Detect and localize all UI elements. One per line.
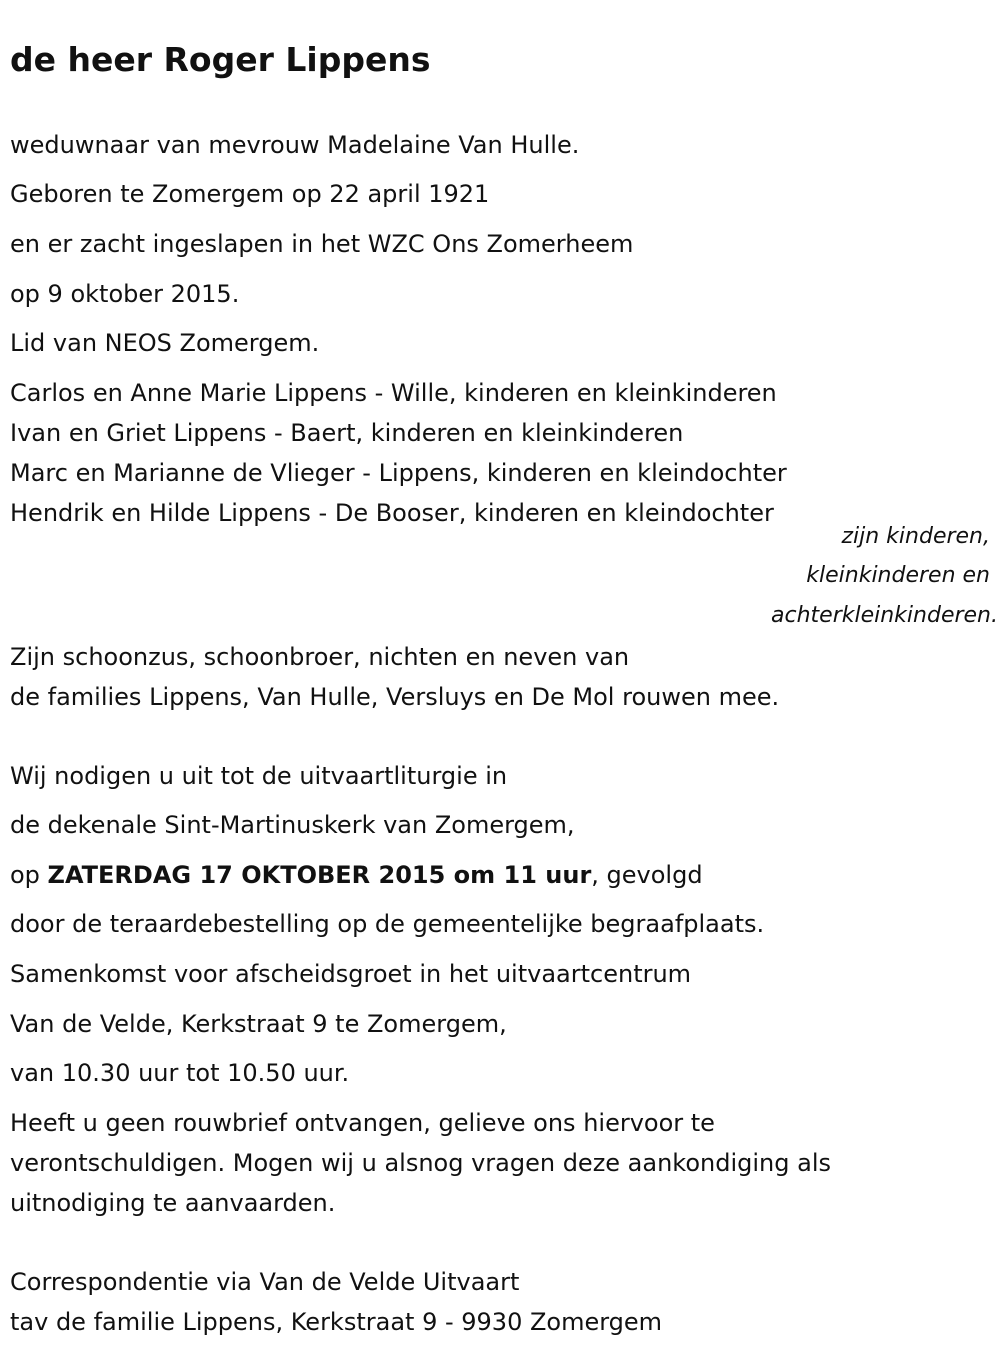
family-line: Ivan en Griet Lippens - Baert, kinderen en kleinkinderen (10, 419, 684, 447)
relatives-line: de families Lippens, Van Hulle, Versluys en De Mol rouwen mee. (10, 683, 780, 711)
text: op (10, 861, 48, 889)
relatives-line: Zijn schoonzus, schoonbroer, nichten en neven van (10, 643, 630, 671)
invite-line: van 10.30 uur tot 10.50 uur. (10, 1059, 350, 1087)
text-line: weduwnaar van mevrouw Madelaine Van Hulle. (10, 131, 580, 159)
family-line: Hendrik en Hilde Lippens - De Booser, kinderen en kleindochter (10, 499, 774, 527)
text: , gevolgd (591, 861, 703, 889)
funeral-date: ZATERDAG 17 OKTOBER 2015 om 11 uur (47, 861, 592, 889)
correspondence-line: tav de familie Lippens, Kerkstraat 9 - 9930 Zomergem (10, 1308, 663, 1336)
apology-line: uitnodiging te aanvaarden. (10, 1189, 336, 1217)
text-line: Geboren te Zomergem op 22 april 1921 (10, 180, 490, 208)
invite-date-line (10, 863, 703, 887)
text-line: en er zacht ingeslapen in het WZC Ons Zomerheem (10, 230, 634, 258)
invite-line: Wij nodigen u uit tot de uitvaartliturgie in (10, 762, 508, 790)
text-line: Lid van NEOS Zomergem. (10, 329, 320, 357)
page-title: de heer Roger Lippens (10, 40, 431, 79)
family-line: Carlos en Anne Marie Lippens - Wille, kinderen en kleinkinderen (10, 379, 777, 407)
invite-line: de dekenale Sint-Martinuskerk van Zomergem, (10, 811, 575, 839)
family-role: achterkleinkinderen. (771, 603, 998, 628)
correspondence-line: Correspondentie via Van de Velde Uitvaart (10, 1268, 520, 1296)
apology-line: Heeft u geen rouwbrief ontvangen, gelieve ons hiervoor te (10, 1109, 715, 1137)
family-line: Marc en Marianne de Vlieger - Lippens, kinderen en kleindochter (10, 459, 787, 487)
invite-line: Samenkomst voor afscheidsgroet in het uitvaartcentrum (10, 960, 692, 988)
text-line: op 9 oktober 2015. (10, 280, 240, 308)
invite-line: door de teraardebestelling op de gemeentelijke begraafplaats. (10, 910, 765, 938)
apology-line: verontschuldigen. Mogen wij u alsnog vragen deze aankondiging als (10, 1149, 832, 1177)
family-role: kleinkinderen en (806, 563, 990, 588)
invite-line: Van de Velde, Kerkstraat 9 te Zomergem, (10, 1010, 507, 1038)
family-role: zijn kinderen, (841, 524, 990, 549)
